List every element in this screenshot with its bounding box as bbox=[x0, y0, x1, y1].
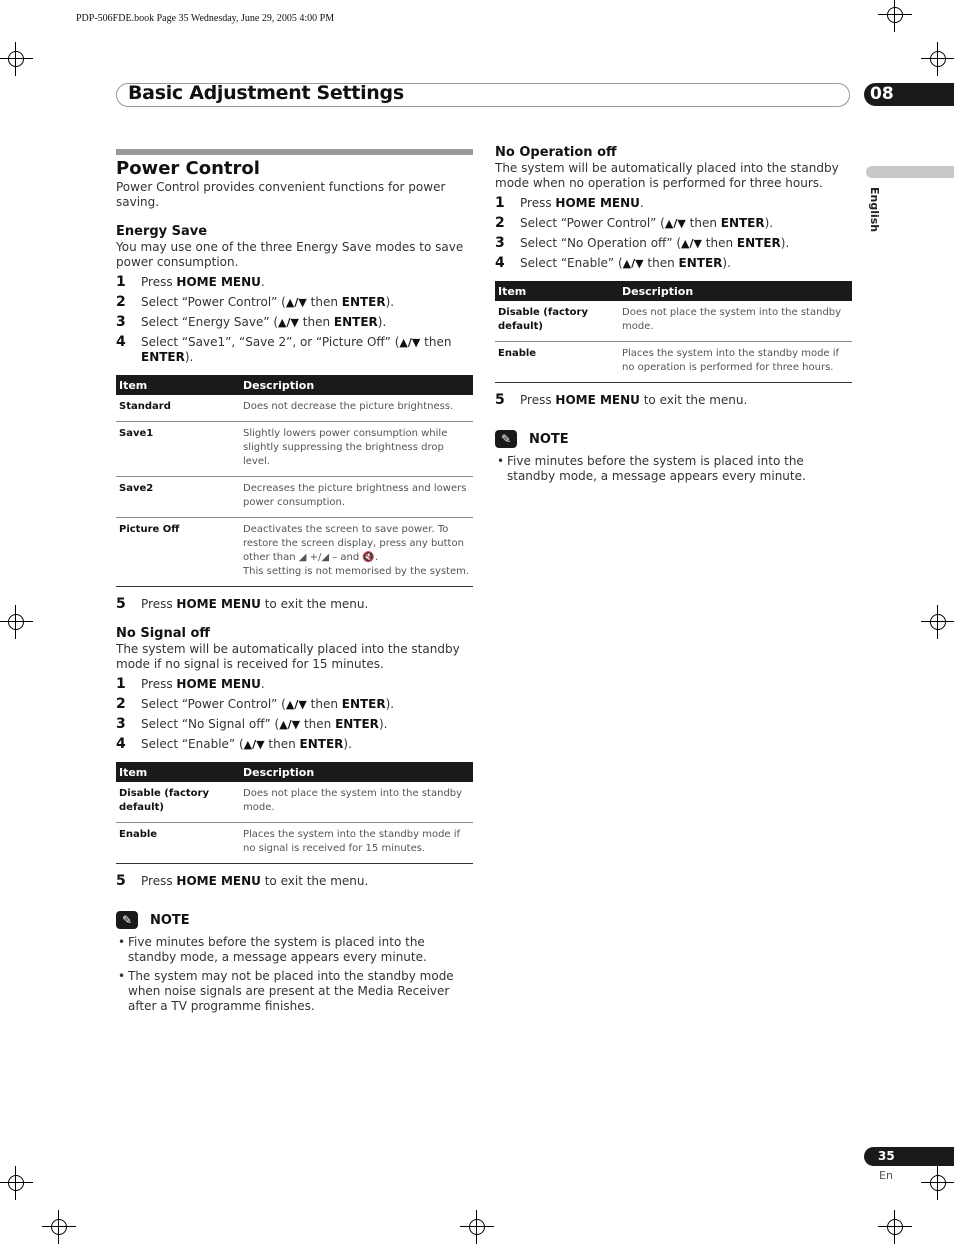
note-heading bbox=[116, 911, 473, 929]
step-number: 3 bbox=[495, 235, 505, 251]
note-label: NOTE bbox=[529, 431, 569, 447]
left-column bbox=[116, 149, 473, 1018]
right-column bbox=[495, 145, 852, 488]
chapter-title: Basic Adjustment Settings bbox=[128, 82, 404, 104]
up-down-arrow-icon: ▲/▼ bbox=[399, 336, 421, 349]
up-down-arrow-icon: ▲/▼ bbox=[285, 296, 307, 309]
crop-mark bbox=[5, 1172, 27, 1194]
step-number: 1 bbox=[495, 195, 505, 211]
step-item bbox=[495, 256, 852, 271]
step-text: Press HOME MENU to exit the menu. bbox=[141, 874, 369, 888]
step-text: Press HOME MENU to exit the menu. bbox=[520, 393, 748, 407]
crop-mark bbox=[5, 611, 27, 633]
key-label: HOME MENU bbox=[176, 275, 261, 289]
step-item bbox=[116, 717, 473, 732]
print-meta: PDP-506FDE.book Page 35 Wednesday, June 29, 2005 4:00 PM bbox=[76, 13, 335, 24]
energy-save-step5 bbox=[116, 597, 473, 612]
step-item bbox=[116, 597, 473, 612]
step-number: 5 bbox=[116, 873, 126, 889]
no-signal-table bbox=[116, 762, 473, 864]
crop-mark bbox=[884, 1216, 906, 1238]
step-text: Press HOME MENU. bbox=[520, 196, 644, 210]
step-number: 4 bbox=[116, 334, 126, 350]
step-number: 4 bbox=[495, 255, 505, 271]
item-cell: Save1 bbox=[116, 422, 240, 477]
step-text: Press HOME MENU. bbox=[141, 275, 265, 289]
column-header: Item bbox=[116, 375, 240, 395]
column-header: Description bbox=[619, 281, 852, 301]
up-down-arrow-icon: ▲/▼ bbox=[622, 257, 644, 270]
key-label: ENTER bbox=[333, 315, 378, 329]
step-item bbox=[495, 196, 852, 211]
table-header-row bbox=[116, 762, 473, 782]
step-item bbox=[495, 216, 852, 231]
step-item bbox=[116, 315, 473, 330]
pencil-icon: ✎ bbox=[116, 911, 138, 929]
step-item bbox=[116, 275, 473, 290]
item-cell: Disable (factory default) bbox=[495, 301, 619, 342]
step-text: Select “Energy Save” (▲/▼ then ENTER). bbox=[141, 315, 387, 329]
table-row bbox=[116, 422, 473, 477]
step-number: 5 bbox=[116, 596, 126, 612]
table-row bbox=[116, 782, 473, 823]
item-cell: Enable bbox=[116, 823, 240, 864]
no-operation-steps bbox=[495, 196, 852, 271]
key-label: HOME MENU bbox=[176, 597, 261, 611]
section-intro: Power Control provides convenient functions for power saving. bbox=[116, 180, 446, 209]
step-text: Select “Enable” (▲/▼ then ENTER). bbox=[520, 256, 731, 270]
note-list bbox=[116, 935, 473, 1014]
description-cell: Slightly lowers power consumption while slightly suppressing the brightness drop level. bbox=[240, 422, 473, 477]
step-text: Select “No Operation off” (▲/▼ then ENTER). bbox=[520, 236, 790, 250]
item-cell: Save2 bbox=[116, 477, 240, 518]
up-down-arrow-icon: ▲/▼ bbox=[279, 718, 301, 731]
step-item bbox=[116, 697, 473, 712]
no-signal-heading: No Signal off bbox=[116, 626, 210, 641]
step-item bbox=[495, 393, 852, 408]
step-number: 2 bbox=[495, 215, 505, 231]
item-cell: Picture Off bbox=[116, 518, 240, 587]
note-list bbox=[495, 454, 852, 484]
table-row bbox=[495, 301, 852, 342]
key-label: ENTER bbox=[678, 256, 723, 270]
page-suffix: En bbox=[879, 1169, 893, 1182]
description-cell: Places the system into the standby mode if no signal is received for 15 minutes. bbox=[240, 823, 473, 864]
description-cell: Places the system into the standby mode if no operation is performed for three hours. bbox=[619, 342, 852, 383]
step-text: Press HOME MENU. bbox=[141, 677, 265, 691]
column-header: Item bbox=[116, 762, 240, 782]
step-number: 2 bbox=[116, 294, 126, 310]
crop-mark bbox=[48, 1216, 70, 1238]
note-item: • The system may not be placed into the standby mode when noise signals are present at the Media Receiver after a TV programme finishes. bbox=[116, 969, 473, 1014]
key-label: HOME MENU bbox=[555, 393, 640, 407]
description-cell: Does not place the system into the standby mode. bbox=[240, 782, 473, 823]
note-item: • Five minutes before the system is placed into the standby mode, a message appears every minute. bbox=[495, 454, 852, 484]
column-header: Description bbox=[240, 375, 473, 395]
up-down-arrow-icon: ▲/▼ bbox=[278, 316, 299, 329]
crop-mark bbox=[927, 611, 949, 633]
step-text: Select “Save1”, “Save 2”, or “Picture Off” (▲/▼ then ENTER). bbox=[141, 335, 452, 364]
no-signal-steps bbox=[116, 677, 473, 752]
crop-mark bbox=[884, 4, 906, 26]
key-label: HOME MENU bbox=[555, 196, 640, 210]
step-number: 1 bbox=[116, 676, 126, 692]
no-operation-step5 bbox=[495, 393, 852, 408]
no-signal-intro: The system will be automatically placed into the standby mode if no signal is received for 15 minutes. bbox=[116, 642, 460, 671]
step-number: 3 bbox=[116, 314, 126, 330]
description-cell: Decreases the picture brightness and lowers power consumption. bbox=[240, 477, 473, 518]
table-row bbox=[116, 477, 473, 518]
energy-save-heading: Energy Save bbox=[116, 224, 208, 239]
key-label: ENTER bbox=[341, 697, 386, 711]
step-text: Press HOME MENU to exit the menu. bbox=[141, 597, 369, 611]
note-item: • Five minutes before the system is placed into the standby mode, a message appears every minute. bbox=[116, 935, 473, 965]
step-text: Select “No Signal off” (▲/▼ then ENTER). bbox=[141, 717, 388, 731]
step-number: 5 bbox=[495, 392, 505, 408]
crop-mark bbox=[5, 48, 27, 70]
section-title: Power Control bbox=[116, 158, 260, 179]
key-label: ENTER bbox=[299, 737, 344, 751]
step-item bbox=[116, 874, 473, 889]
section-rule bbox=[116, 149, 473, 155]
no-signal-step5 bbox=[116, 874, 473, 889]
language-tab bbox=[866, 166, 954, 178]
key-label: ENTER bbox=[141, 350, 185, 364]
step-text: Select “Power Control” (▲/▼ then ENTER). bbox=[141, 697, 395, 711]
up-down-arrow-icon: ▲/▼ bbox=[681, 237, 702, 250]
step-item bbox=[116, 737, 473, 752]
step-item bbox=[116, 335, 473, 365]
step-number: 4 bbox=[116, 736, 126, 752]
table-row bbox=[495, 342, 852, 383]
description-cell: Does not decrease the picture brightness. bbox=[240, 395, 473, 422]
note-label: NOTE bbox=[150, 912, 190, 928]
crop-mark bbox=[466, 1216, 488, 1238]
no-operation-intro: The system will be automatically placed into the standby mode when no operation is performed for three hours. bbox=[495, 161, 839, 190]
step-item bbox=[116, 677, 473, 692]
column-header: Item bbox=[495, 281, 619, 301]
table-header-row bbox=[495, 281, 852, 301]
step-item bbox=[116, 295, 473, 310]
item-cell: Enable bbox=[495, 342, 619, 383]
energy-save-intro: You may use one of the three Energy Save modes to save power consumption. bbox=[116, 240, 464, 269]
energy-save-table bbox=[116, 375, 473, 587]
crop-mark bbox=[927, 1172, 949, 1194]
item-cell: Standard bbox=[116, 395, 240, 422]
energy-save-steps bbox=[116, 275, 473, 365]
key-label: HOME MENU bbox=[176, 874, 261, 888]
description-cell: Does not place the system into the standby mode. bbox=[619, 301, 852, 342]
no-operation-table bbox=[495, 281, 852, 383]
crop-mark bbox=[927, 48, 949, 70]
language-label: English bbox=[868, 187, 881, 233]
step-text: Select “Enable” (▲/▼ then ENTER). bbox=[141, 737, 352, 751]
pencil-icon: ✎ bbox=[495, 430, 517, 448]
key-label: ENTER bbox=[341, 295, 386, 309]
step-text: Select “Power Control” (▲/▼ then ENTER). bbox=[520, 216, 774, 230]
table-header-row bbox=[116, 375, 473, 395]
note-heading bbox=[495, 430, 852, 448]
up-down-arrow-icon: ▲/▼ bbox=[243, 738, 265, 751]
step-number: 2 bbox=[116, 696, 126, 712]
description-cell: Deactivates the screen to save power. To restore the screen display, press any button other than ◢ +/◢ – and 🔇. This setting is not memorised by the system. bbox=[240, 518, 473, 587]
column-header: Description bbox=[240, 762, 473, 782]
table-row bbox=[116, 518, 473, 587]
page-number: 35 bbox=[864, 1147, 954, 1166]
step-item bbox=[495, 236, 852, 251]
step-text: Select “Power Control” (▲/▼ then ENTER). bbox=[141, 295, 395, 309]
table-row bbox=[116, 823, 473, 864]
key-label: ENTER bbox=[736, 236, 781, 250]
key-label: ENTER bbox=[335, 717, 379, 731]
item-cell: Disable (factory default) bbox=[116, 782, 240, 823]
table-row bbox=[116, 395, 473, 422]
chapter-number: 08 bbox=[864, 83, 954, 106]
up-down-arrow-icon: ▲/▼ bbox=[285, 698, 307, 711]
no-operation-heading: No Operation off bbox=[495, 145, 617, 160]
step-number: 3 bbox=[116, 716, 126, 732]
step-number: 1 bbox=[116, 274, 126, 290]
key-label: ENTER bbox=[720, 216, 765, 230]
up-down-arrow-icon: ▲/▼ bbox=[664, 217, 686, 230]
key-label: HOME MENU bbox=[176, 677, 261, 691]
